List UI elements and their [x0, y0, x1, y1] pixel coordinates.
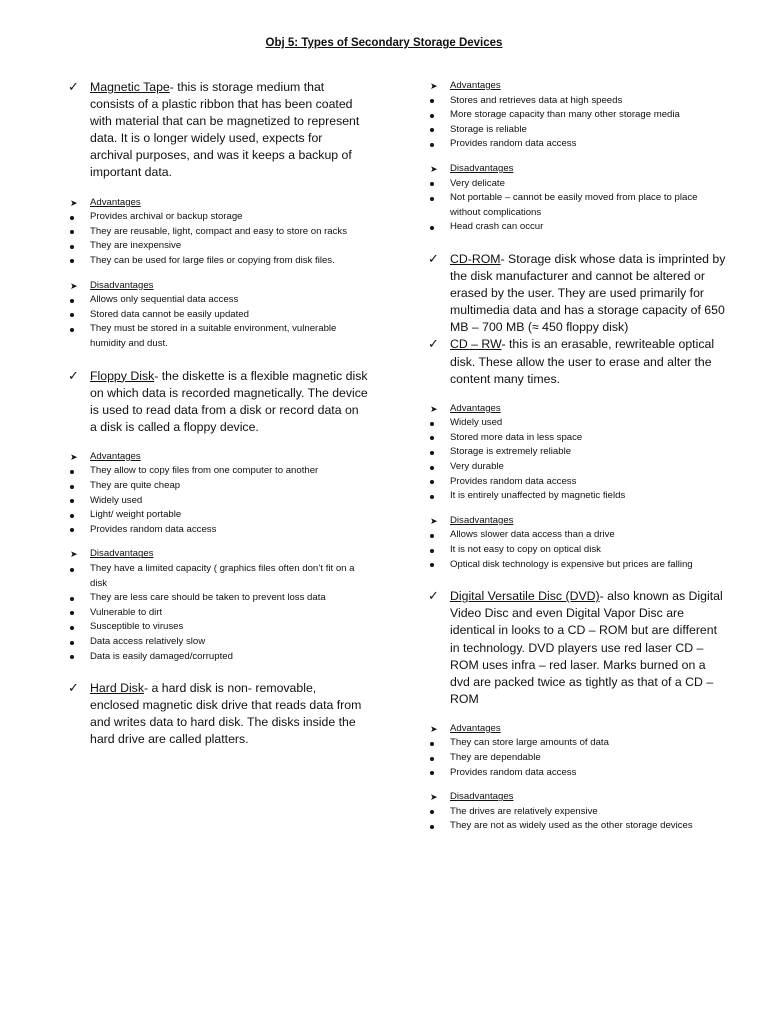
- arrow-head-bullet-icon: ➤: [70, 549, 78, 560]
- floppy-disk-advantages-list: [68, 464, 368, 537]
- list-item: Light/ weight portable: [68, 508, 368, 523]
- arrow-head-bullet-icon: ➤: [70, 280, 78, 291]
- check-mark-icon: ✓: [428, 250, 439, 266]
- hard-disk-advantages-list: [428, 94, 728, 152]
- arrow-head-bullet-icon: ➤: [430, 723, 438, 734]
- list-item: Storage is reliable: [428, 123, 728, 138]
- list-item: Widely used: [428, 416, 728, 431]
- list-item: Vulnerable to dirt: [68, 606, 368, 621]
- arrow-head-bullet-icon: ➤: [430, 163, 438, 174]
- cd-rw-item: [428, 336, 728, 387]
- cd-rw-heading: CD – RW: [450, 337, 502, 352]
- list-item: The drives are relatively expensive: [428, 805, 728, 820]
- list-item: Stored data cannot be easily updated: [68, 308, 368, 323]
- floppy-disk-advantages-heading: ➤ Advantages: [68, 450, 368, 465]
- dvd-item: [428, 588, 728, 708]
- arrow-head-bullet-icon: ➤: [70, 197, 78, 208]
- list-item: Provides random data access: [428, 137, 728, 152]
- hard-disk-item: [68, 680, 368, 748]
- list-item: They are reusable, light, compact and easy to store on racks: [68, 225, 368, 240]
- cd-rom-item: [428, 251, 728, 336]
- cd-rom-description: - Storage disk whose data is imprinted by the disk manufacturer and cannot be altered or erased by the user. They are used primarily for multimedia data and has a storage capacity of 650 MB – 700 MB (≈ 450 floppy disk): [450, 251, 726, 335]
- magnetic-tape-description: - this is storage medium that consists of a plastic ribbon that has been coated with material that can be magnetized to represent data. It is o longer widely used, expects for archival purposes, and was it keeps a backup of important data.: [90, 80, 360, 180]
- check-mark-icon: ✓: [68, 79, 79, 94]
- hard-disk-disadvantages-heading: ➤ Disadvantages: [428, 162, 728, 177]
- dvd-disadvantages-list: [428, 805, 728, 834]
- cd-rom-heading: CD-ROM: [450, 251, 501, 266]
- dvd-heading: Digital Versatile Disc (DVD): [450, 589, 600, 604]
- list-item: They can be used for large files or copying from disk files.: [68, 254, 368, 269]
- list-item: It is not easy to copy on optical disk: [428, 543, 728, 558]
- hard-disk-description: - a hard disk is non- removable, enclosed magnetic disk drive that reads data from and writes data to hard disk. The disks inside the hard drive are called platters.: [90, 681, 362, 747]
- floppy-disk-disadvantages-heading: ➤ Disadvantages: [68, 547, 368, 562]
- check-mark-icon: ✓: [68, 367, 79, 383]
- list-item: Provides random data access: [428, 475, 728, 490]
- floppy-disk-item: [68, 368, 368, 436]
- cd-rw-disadvantages-list: [428, 528, 728, 572]
- page-title: Obj 5: Types of Secondary Storage Devices: [265, 37, 503, 49]
- check-mark-icon: ✓: [428, 588, 439, 604]
- dvd-advantages-heading: ➤ Advantages: [428, 722, 728, 737]
- list-item: Not portable – cannot be easily moved from place to place without complications: [428, 191, 728, 220]
- magnetic-tape-advantages-list: [68, 210, 368, 268]
- list-item: More storage capacity than many other storage media: [428, 108, 728, 123]
- hard-disk-heading: Hard Disk: [90, 681, 144, 696]
- list-item: They must be stored in a suitable environment, vulnerable humidity and dust.: [68, 322, 368, 351]
- cd-rw-description: - this is an erasable, rewriteable optical disk. These allow the user to erase and alter the content many times.: [450, 337, 715, 386]
- dvd-disadvantages-heading: ➤ Disadvantages: [428, 790, 728, 805]
- list-item: Optical disk technology is expensive but prices are falling: [428, 558, 728, 573]
- hard-disk-disadvantages-list: [428, 177, 728, 235]
- left-column: [68, 79, 368, 749]
- arrow-head-bullet-icon: ➤: [430, 792, 438, 803]
- list-item: Stores and retrieves data at high speeds: [428, 94, 728, 109]
- list-item: Allows only sequential data access: [68, 293, 368, 308]
- arrow-head-bullet-icon: ➤: [430, 81, 438, 91]
- floppy-disk-description: - the diskette is a flexible magnetic disk on which data is recorded magnetically. The device is used to read data from a disk or record data on a disk is called a floppy device.: [90, 368, 368, 434]
- list-item: Stored more data in less space: [428, 431, 728, 446]
- list-item: Data access relatively slow: [68, 635, 368, 650]
- cd-rw-disadvantages-heading: ➤ Disadvantages: [428, 514, 728, 529]
- list-item: They are inexpensive: [68, 239, 368, 254]
- list-item: They are not as widely used as the other storage devices: [428, 819, 728, 834]
- magnetic-tape-heading: Magnetic Tape: [90, 80, 170, 94]
- list-item: Provides archival or backup storage: [68, 210, 368, 225]
- floppy-disk-disadvantages-list: [68, 562, 368, 664]
- list-item: They are quite cheap: [68, 479, 368, 494]
- list-item: Widely used: [68, 494, 368, 509]
- list-item: Allows slower data access than a drive: [428, 528, 728, 543]
- list-item: Provides random data access: [428, 766, 728, 781]
- right-column: [428, 79, 728, 834]
- list-item: It is entirely unaffected by magnetic fields: [428, 489, 728, 504]
- arrow-head-bullet-icon: ➤: [430, 515, 438, 526]
- list-item: Storage is extremely reliable: [428, 445, 728, 460]
- list-item: They have a limited capacity ( graphics files often don’t fit on a disk: [68, 562, 368, 591]
- magnetic-tape-disadvantages-heading: ➤ Disadvantages: [68, 279, 368, 294]
- arrow-head-bullet-icon: ➤: [70, 451, 78, 462]
- list-item: They are less care should be taken to prevent loss data: [68, 591, 368, 606]
- cd-rw-advantages-heading: ➤ Advantages: [428, 402, 728, 417]
- check-mark-icon: ✓: [428, 336, 439, 352]
- list-item: Susceptible to viruses: [68, 620, 368, 635]
- list-item: They allow to copy files from one computer to another: [68, 464, 368, 479]
- dvd-advantages-list: [428, 736, 728, 780]
- magnetic-tape-advantages-heading: ➤ Advantages: [68, 196, 368, 211]
- cd-rw-advantages-list: [428, 416, 728, 504]
- list-item: Provides random data access: [68, 523, 368, 538]
- list-item: Data is easily damaged/corrupted: [68, 650, 368, 665]
- list-item: Very durable: [428, 460, 728, 475]
- list-item: Very delicate: [428, 177, 728, 192]
- hard-disk-advantages-heading: ➤ Advantages: [428, 79, 728, 94]
- floppy-disk-heading: Floppy Disk: [90, 368, 155, 383]
- list-item: They are dependable: [428, 751, 728, 766]
- list-item: Head crash can occur: [428, 220, 728, 235]
- check-mark-icon: ✓: [68, 680, 79, 696]
- arrow-head-bullet-icon: ➤: [430, 403, 438, 414]
- dvd-description: - also known as Digital Video Disc and even Digital Vapor Disc are identical in looks to a CD – ROM but are different in technology. DVD players use red laser CD – ROM uses infra – red laser. Marks burned on a dvd are packed twice as tightly as that of a CD – ROM: [450, 589, 723, 706]
- magnetic-tape-item: [68, 79, 368, 182]
- list-item: They can store large amounts of data: [428, 736, 728, 751]
- magnetic-tape-disadvantages-list: [68, 293, 368, 351]
